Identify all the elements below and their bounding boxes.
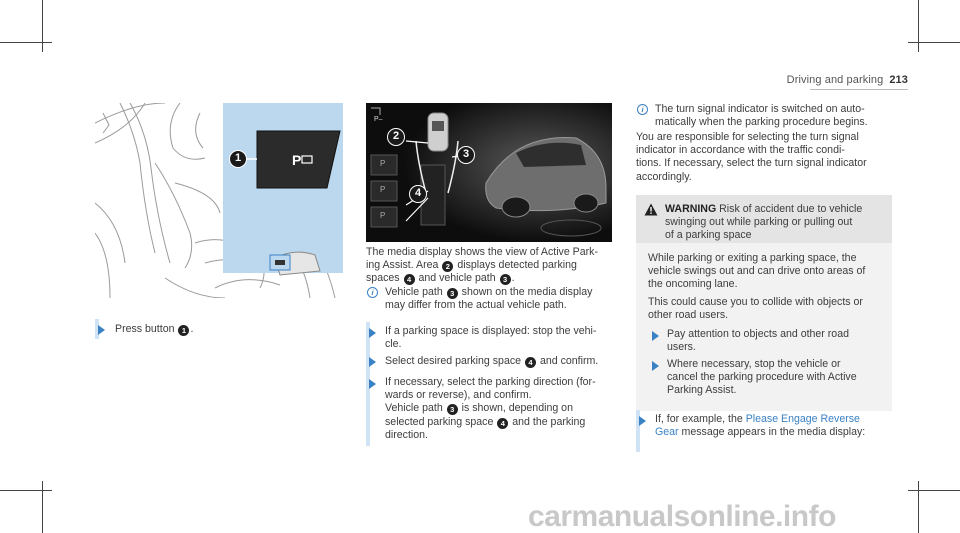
step-arrow-icon <box>652 361 659 371</box>
ref-badge: 3 <box>447 288 458 299</box>
warning-box <box>636 195 892 411</box>
info-icon: i <box>367 287 378 298</box>
warning-paragraph-2: This could cause you to collide with objects or other road users. <box>648 296 863 322</box>
section-title: Driving and parking <box>786 74 884 86</box>
step-press-button: Press button 1 . <box>115 323 194 335</box>
ref-badge: 4 <box>404 274 415 285</box>
step-bar <box>366 322 370 354</box>
step-arrow-icon <box>98 325 105 335</box>
crop-mark <box>42 0 43 52</box>
crop-mark <box>918 481 919 533</box>
page-header <box>787 74 908 86</box>
ref-badge: 3 <box>447 404 458 415</box>
step-stop-vehicle: If a parking space is displayed: stop the vehi- cle. <box>385 325 597 351</box>
ref-badge: 3 <box>500 274 511 285</box>
callout-1: 1 <box>229 150 247 168</box>
callout-2: 2 <box>387 128 405 146</box>
callout-3: 3 <box>457 146 475 164</box>
step-select-direction: If necessary, select the parking direction (for- wards or reverse), and confirm. Vehicle path 3 is shown, depending on selected parking space 4 and the parking direction. <box>385 376 596 441</box>
media-display-figure <box>366 103 612 242</box>
turn-signal-note: The turn signal indicator is switched on auto- matically when the parking procedure begins. <box>655 103 868 129</box>
message-text: Gear <box>655 426 679 439</box>
crop-mark <box>0 490 52 491</box>
ref-badge: 2 <box>442 261 453 272</box>
crop-mark <box>42 481 43 533</box>
vehicle-path-note: Vehicle path 3 shown on the media display may differ from the actual vehicle path. <box>385 286 593 312</box>
parking-space-label: P <box>380 211 386 220</box>
step-arrow-icon <box>652 331 659 341</box>
warning-paragraph-1: While parking or exiting a parking space, the vehicle swings out and can drive onto areas of the oncoming lane. <box>648 252 866 291</box>
parking-space-label: P <box>380 185 386 194</box>
screen-corner-label: P– <box>374 116 383 123</box>
crop-mark <box>908 490 960 491</box>
step-arrow-icon <box>369 357 376 367</box>
step-select-space: Select desired parking space 4 and confirm. <box>385 355 599 367</box>
warning-step-1: Pay attention to objects and other road users. <box>667 328 849 354</box>
console-illustration <box>95 103 343 298</box>
parking-assist-screen <box>366 103 612 242</box>
console-drawing <box>95 103 343 298</box>
step-arrow-icon <box>369 379 376 389</box>
intro-paragraph: The media display shows the view of Active Park- ing Assist. Area 2 displays detected parking spaces 4 and vehicle path 3 . <box>366 246 598 285</box>
crop-mark <box>918 0 919 52</box>
step-arrow-icon <box>369 328 376 338</box>
responsibility-paragraph: You are responsible for selecting the turn signal indicator in accordance with the traffic condi- tions. If necessary, select the turn signal indicator accordingly. <box>636 131 867 183</box>
ref-badge: 4 <box>497 418 508 429</box>
warning-step-2: Where necessary, stop the vehicle or cancel the parking procedure with Active Parking Assist. <box>667 358 857 397</box>
watermark: carmanualsonline.info <box>528 500 836 533</box>
callout-4: 4 <box>409 185 427 203</box>
warning-triangle-icon <box>644 203 658 216</box>
step-reverse-gear: If, for example, the Please Engage Reverse Gear message appears in the media display: <box>655 413 866 439</box>
header-rule <box>810 89 908 90</box>
ref-badge: 4 <box>525 357 536 368</box>
page-number: 213 <box>889 74 908 86</box>
crop-mark <box>0 42 52 43</box>
info-icon: i <box>637 104 648 115</box>
parking-space-label: P <box>380 159 386 168</box>
ref-badge: 1 <box>178 325 189 336</box>
warning-heading-text: WARNING Risk of accident due to vehicle swinging out while parking or pulling out of a parking space <box>665 203 863 242</box>
svg-text:P: P <box>292 152 302 168</box>
crop-mark <box>908 42 960 43</box>
step-arrow-icon <box>639 416 646 426</box>
message-text: Please Engage Reverse <box>745 413 860 425</box>
